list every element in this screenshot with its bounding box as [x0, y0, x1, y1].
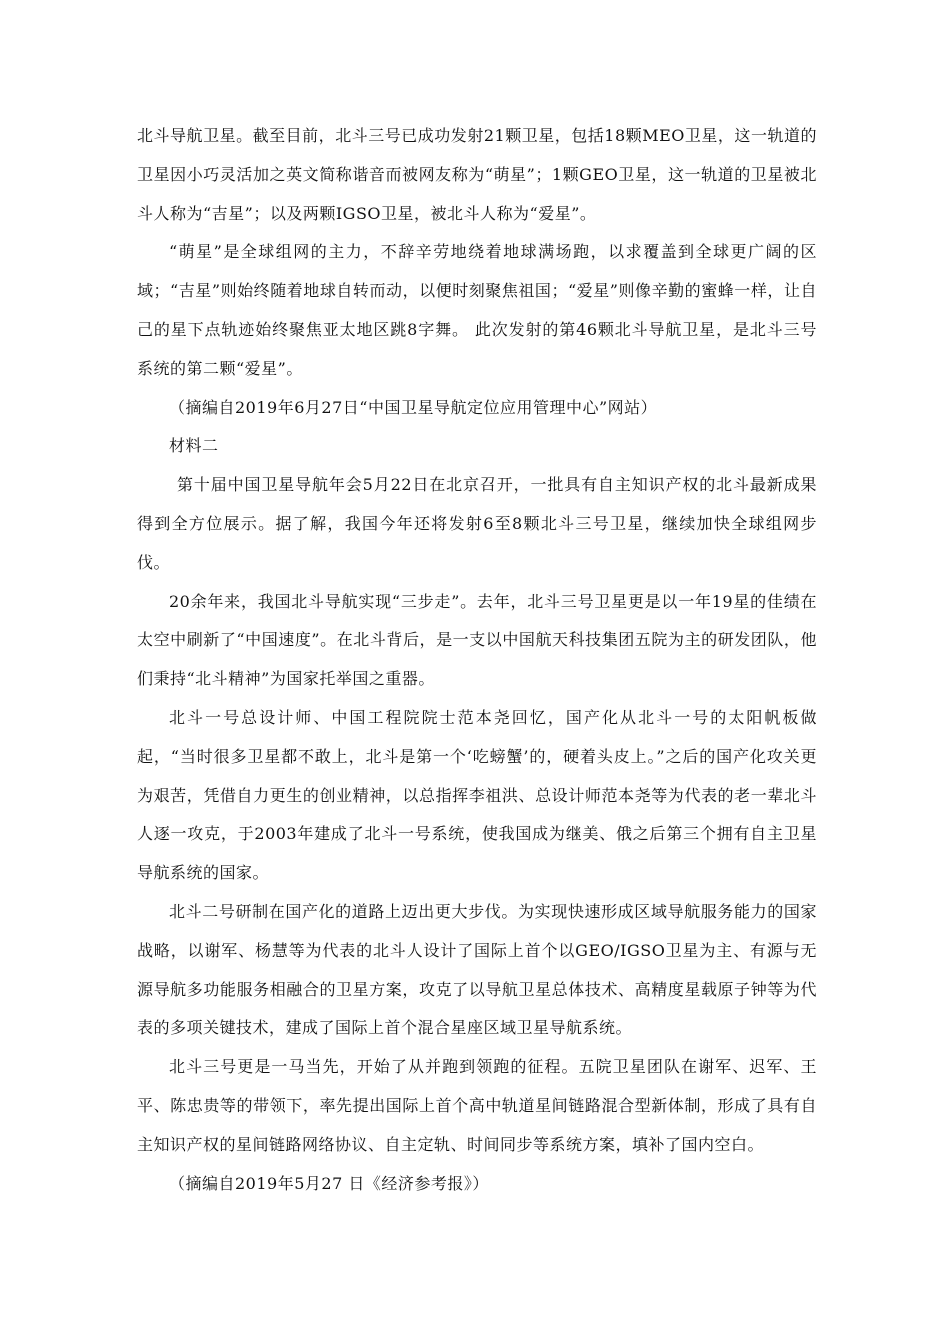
paragraph-three-steps: 20余年来，我国北斗导航实现“三步走”。去年，北斗三号卫星更是以一年19星的佳绩在太空中刷新了“中国速度”。在北斗背后，是一支以中国航天科技集团五院为主的研发团队，他们秉持“北斗精神”为国家托举国之重器。 [137, 591, 817, 689]
paragraph-beidou-one: 北斗一号总设计师、中国工程院院士范本尧回忆，国产化从北斗一号的太阳帆板做起，“当时很多卫星都不敢上，北斗是第一个‘吃螃蟹’的，硬着头皮上。”之后的国产化攻关更为艰苦，凭借自力更生的创业精神，以总指挥李祖洪、总设计师范本尧等为代表的老一辈北斗人逐一攻克，于2003年建成了北斗一号系统，使我国成为继美、俄之后第三个拥有自主卫星导航系统的国家。 [137, 707, 817, 883]
section-heading-material-two: 材料二 [169, 436, 219, 456]
source-citation-2: （摘编自2019年5月27 日《经济参考报》） [169, 1173, 489, 1193]
source-citation-1: （摘编自2019年6月27日“中国卫星导航定位应用管理中心”网站） [169, 397, 658, 417]
paragraph-annual-conference: 第十届中国卫星导航年会5月22日在北京召开，一批具有自主知识产权的北斗最新成果得到全方位展示。据了解，我国今年还将发射6至8颗北斗三号卫星，继续加快全球组网步伐。 [137, 475, 817, 572]
paragraph-beidou-two: 北斗二号研制在国产化的道路上迈出更大步伐。为实现快速形成区域导航服务能力的国家战略，以谢军、杨慧等为代表的北斗人设计了国际上首个以GEO/IGSO卫星为主、有源与无源导航多功能服务相融合的卫星方案，攻克了以导航卫星总体技术、高精度星载原子钟等为代表的多项关键技术，建成了国际上首个混合星座区域卫星导航系统。 [137, 901, 817, 1038]
paragraph-star-nicknames: “萌星”是全球组网的主力，不辞辛劳地绕着地球满场跑，以求覆盖到全球更广阔的区域；“吉星”则始终随着地球自转而动，以便时刻聚焦祖国；“爱星”则像辛勤的蜜蜂一样，让自己的星下点轨迹始终聚焦亚太地区跳8字舞。 此次发射的第46颗北斗导航卫星，是北斗三号系统的第二颗“爱星”。 [137, 242, 817, 378]
paragraph-beidou-three: 北斗三号更是一马当先，开始了从并跑到领跑的征程。五院卫星团队在谢军、迟军、王平、陈忠贵等的带领下，率先提出国际上首个高中轨道星间链路混合型新体制，形成了具有自主知识产权的星间链路网络协议、自主定轨、时间同步等系统方案，填补了国内空白。 [137, 1057, 817, 1154]
article-body [137, 117, 817, 1203]
paragraph-beidou-satellites: 北斗导航卫星。截至目前，北斗三号已成功发射21颗卫星，包括18颗MEO卫星，这一轨道的卫星因小巧灵活加之英文简称谐音而被网友称为“萌星”；1颗GEO卫星，这一轨道的卫星被北斗人称为“吉星”；以及两颗IGSO卫星，被北斗人称为“爱星”。 [137, 126, 817, 223]
